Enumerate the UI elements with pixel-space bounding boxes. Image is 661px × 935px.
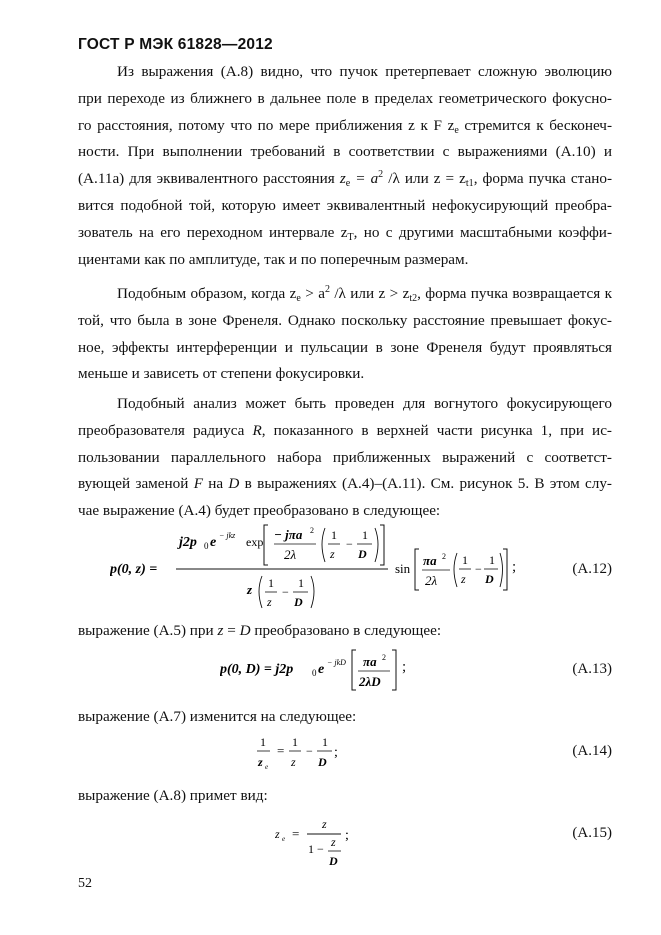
eq14-minus: −	[306, 744, 313, 758]
p1-line-7: зователь на его переходном интервале $z_T$, но с другими масштабными коэффи-	[78, 223, 612, 243]
eq12-sq1: 2	[310, 526, 314, 535]
p3-line-5: чае выражение (А.4) будет преобразовано в следующее:	[78, 502, 441, 520]
eq12-one-d: 1	[298, 576, 304, 590]
eq12-z-c: z	[461, 572, 466, 586]
p1-line-6: вится подобной той, которую имеет эквивалентный нефокусирующий преобра-	[78, 196, 612, 214]
eq12-paren-l1	[322, 528, 325, 562]
eq13-sq: 2	[382, 653, 386, 662]
eq14-one-c: 1	[322, 735, 328, 749]
page-number: 52	[78, 876, 92, 891]
eq15-number: (А.15)	[572, 825, 612, 841]
eq14-D: D	[318, 755, 327, 769]
text-after-a12: выражение (А.5) при z = D преобразовано в следующее:	[78, 622, 442, 639]
eq15-den-z: z	[331, 835, 336, 849]
equation-a12	[110, 522, 510, 614]
eq13-den: 2λD	[359, 674, 381, 689]
eq13-bracket-right	[392, 650, 396, 690]
eq15-D: D	[329, 854, 338, 868]
eq15-ze: z	[275, 827, 280, 841]
eq12-D-a: D	[358, 547, 367, 561]
eq12-num-pre: j2p	[179, 535, 197, 550]
eq12-one-c: 1	[268, 576, 274, 590]
p2-line-2: той, что была в зоне Френеля. Однако поскольку расстояние превышает фокус-	[78, 311, 612, 329]
eq15-ze-sub: e	[282, 835, 286, 843]
eq14-one-a: 1	[260, 735, 266, 749]
eq13-num: πa	[363, 654, 377, 669]
p1-line-1: Из выражения (А.8) видно, что пучок претерпевает сложную эволюцию	[117, 63, 612, 80]
paragraph-1	[78, 59, 612, 273]
eq12-one-a: 1	[331, 528, 337, 542]
p3-line-3: пользовании параллельного набора приближенных выражений с соответст-	[78, 448, 612, 466]
paragraph-3	[78, 391, 612, 525]
eq12-one-b: 1	[362, 528, 368, 542]
eq15-one-minus: 1 −	[308, 842, 324, 856]
eq13-semicolon: ;	[402, 659, 407, 675]
eq12-sin: sin	[395, 561, 411, 576]
p2-line-3: ное, эффекты интерференции и пульсации в зоне Френеля будут проявляться	[78, 338, 612, 356]
eq12-sq2: 2	[442, 552, 446, 561]
eq12-e: e	[210, 535, 217, 550]
p1-line-3: го расстояния, потому что по мере приближения z к F $z_e$ стремится к бесконеч-	[78, 116, 612, 136]
eq12-exp-word: exp	[246, 535, 264, 549]
equation-a14	[256, 730, 346, 774]
eq12-bracket-left	[264, 525, 268, 565]
eq12-z-b: z	[267, 595, 272, 609]
eq12-z-a: z	[330, 547, 335, 561]
eq12-paren-r1	[375, 528, 378, 562]
eq12-den-z: z	[247, 582, 253, 597]
eq14-eq: =	[277, 743, 285, 758]
equation-a15	[275, 813, 360, 873]
eq12-bracket-right	[380, 525, 384, 565]
eq12-number: (А.12)	[572, 561, 612, 577]
eq12-2lambda-2: 2λ	[425, 573, 438, 588]
eq12-paren-l3	[454, 553, 457, 587]
equation-a13	[220, 645, 400, 693]
p1-line-8: циентами как по амплитуде, так и по поперечным размерам.	[78, 250, 469, 268]
text-after-a14: выражение (А.8) примет вид:	[78, 787, 268, 804]
eq12-sub0: 0	[204, 541, 209, 551]
eq12-D-c: D	[485, 572, 494, 586]
eq12-minus-a: −	[346, 537, 353, 551]
eq15-semicolon: ;	[345, 828, 349, 843]
eq12-one-f: 1	[489, 553, 495, 567]
eq14-ze: z	[258, 755, 263, 769]
eq12-2lambda-1: 2λ	[284, 547, 297, 562]
eq13-sub0: 0	[312, 668, 317, 678]
text-after-a13: выражение (А.7) изменится на следующее:	[78, 708, 357, 725]
document-header: ГОСТ Р МЭК 61828—2012	[78, 36, 273, 53]
eq14-number: (А.14)	[572, 743, 612, 759]
eq12-paren-r3	[500, 553, 503, 587]
p1-line-4: ности. При выполнении требований в соответствии с выражениями (А.10) и	[78, 143, 612, 161]
p3-line-4: вующей заменой F на D в выражениях (А.4)–(А.11). См. рисунок 5. В этом слу-	[78, 475, 612, 493]
eq12-paren-l2	[259, 576, 262, 608]
eq12-exp-small: − jkz	[219, 531, 236, 540]
eq12-sin-bracket-left	[415, 549, 419, 590]
eq12-minus-j: − jπa	[274, 527, 303, 542]
eq14-z: z	[291, 755, 296, 769]
eq14-semicolon: ;	[334, 745, 338, 760]
eq13-exp: − jkD	[327, 658, 346, 667]
eq15-eq: =	[292, 826, 300, 841]
eq13-number: (А.13)	[572, 661, 612, 677]
p1-line-2: при переходе из ближнего в дальнее поле в пределах геометрического фокусно-	[78, 89, 612, 107]
eq14-one-b: 1	[292, 735, 298, 749]
eq12-D-b: D	[294, 595, 303, 609]
eq13-e: e	[318, 662, 325, 677]
eq12-one-e: 1	[462, 553, 468, 567]
paragraph-2	[78, 281, 612, 388]
eq12-lhs: p(0, z) =	[110, 562, 158, 577]
eq12-sin-bracket-right	[503, 549, 507, 590]
eq14-ze-sub: e	[265, 763, 269, 771]
eq13-lhs: p(0, D) = j2p	[220, 662, 294, 677]
p1-line-5: (А.11а) для эквивалентного расстояния $z_e = a^2$ /λ или $z = z_{t1}$, форма пучка стано-	[78, 169, 613, 190]
p3-line-1: Подобный анализ может быть проведен для вогнутого фокусирующего	[117, 395, 612, 412]
eq12-paren-r2	[311, 576, 314, 608]
eq15-num-z: z	[322, 817, 327, 831]
p3-line-2: преобразователя радиуса R, показанного в верхней части рисунка 1, при ис-	[78, 421, 612, 439]
eq12-semicolon: ;	[512, 559, 517, 575]
p2-line-4: меньше и зависеть от степени фокусировки.	[78, 365, 365, 383]
p2-line-1: Подобным образом, когда $z_e > a^2$ /λ или $z > z_{t2}$, форма пучка возвращается к	[117, 284, 612, 304]
eq13-bracket-left	[352, 650, 356, 690]
eq12-minus-b: −	[282, 585, 289, 599]
eq12-minus-c: −	[475, 562, 482, 576]
eq12-pia: πa	[423, 553, 437, 568]
